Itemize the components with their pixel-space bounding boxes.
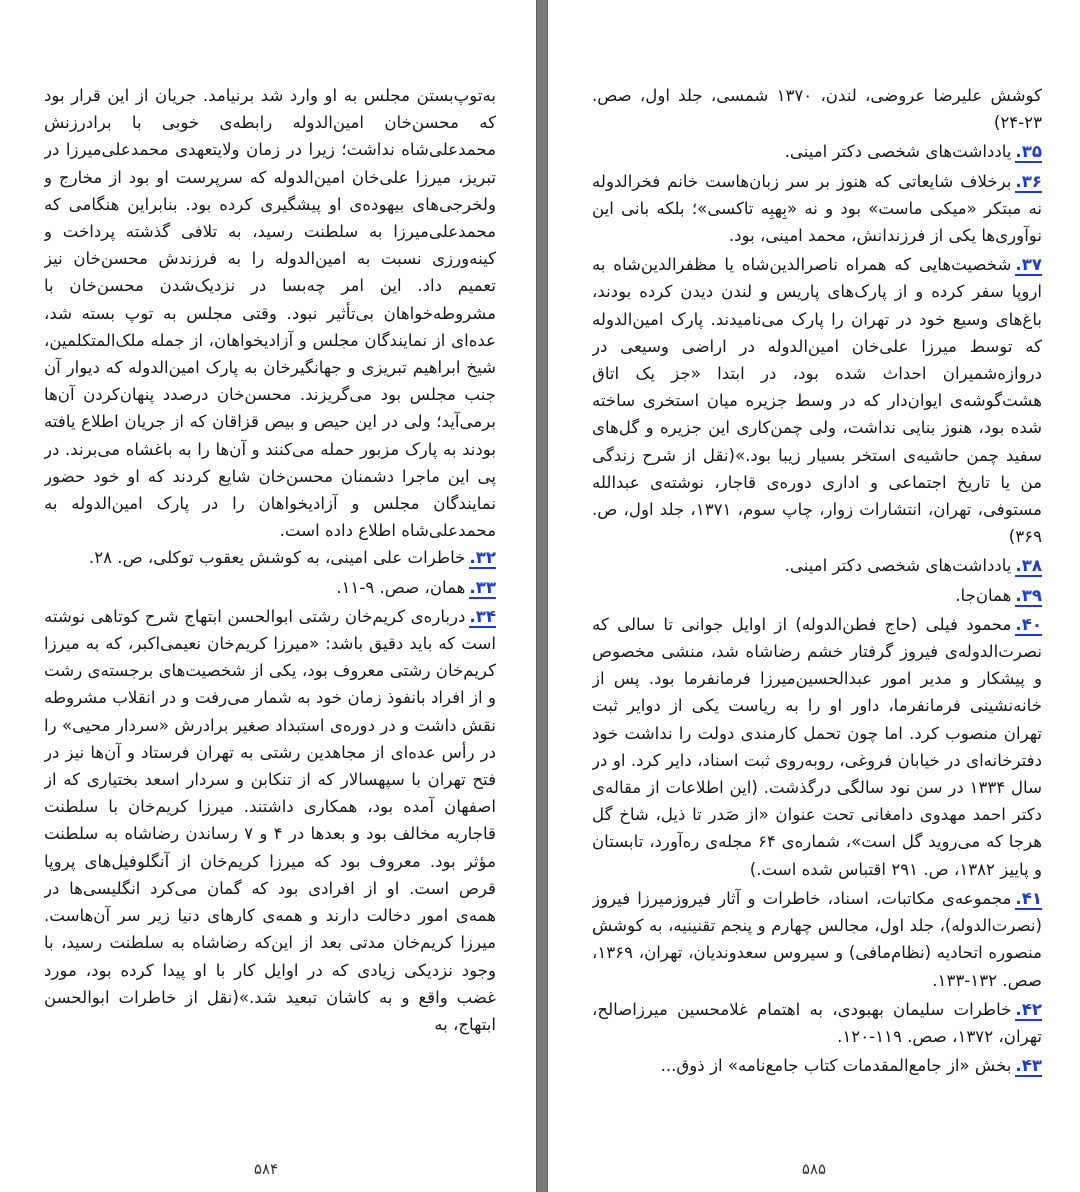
footnote-40 xyxy=(592,611,1042,883)
footnote-text: خاطرات سلیمان بهبودی، به اهتمام غلامحسین میرزاصالح، تهران، ۱۳۷۲، صص. ۱۱۹-۱۲۰. xyxy=(592,999,1042,1046)
footnote-text: بخش «از جامع‌المقدمات کتاب جامع‌نامه» از ذوق... xyxy=(660,1056,1012,1076)
footnote-35 xyxy=(592,138,1042,165)
footnote-33 xyxy=(44,574,496,601)
footnote-43 xyxy=(592,1052,1042,1079)
footnote-42 xyxy=(592,996,1042,1050)
footnote-32 xyxy=(44,544,496,571)
footnote-36 xyxy=(592,168,1042,250)
footnote-number[interactable]: ۳۵. xyxy=(1015,142,1042,162)
footnote-number[interactable]: ۳۷. xyxy=(1015,255,1042,275)
footnote-41 xyxy=(592,885,1042,994)
footnote-number[interactable]: ۳۹. xyxy=(1015,585,1042,605)
footnote-text: خاطرات علی امینی، به کوشش یعقوب توکلی، ص. ۲۸. xyxy=(88,548,466,568)
right-page-text xyxy=(592,82,1042,1122)
page-number: ۵۸۴ xyxy=(253,1160,279,1178)
footnote-number[interactable]: ۳۶. xyxy=(1015,171,1042,191)
footnote-number[interactable]: ۳۳. xyxy=(469,577,496,597)
page-number: ۵۸۵ xyxy=(801,1160,827,1178)
footnote-number[interactable]: ۴۳. xyxy=(1015,1056,1042,1076)
right-page xyxy=(548,0,1080,1192)
footnote-34 xyxy=(44,603,496,1038)
footnote-number[interactable]: ۳۸. xyxy=(1015,556,1042,576)
book-gutter xyxy=(536,0,548,1192)
footnote-text: همان، صص. ۹-۱۱. xyxy=(336,577,466,597)
body-paragraph: به‌توپ‌بستن مجلس به او وارد شد برنیامد. جریان از این قرار بود که محسن‌خان امین‌الدوله رابطه‌ی خوبی با برادرزنش محمدعلی‌شاه نداشت؛ زیرا در زمان ولایتعهدی محمدعلی‌میرزا در تبریز، میرزا علی‌خان امین‌الدوله که سرپرست او بود از مخارج و ولخرجی‌های بیهوده‌ی او پیشگیری کرده بود. بنابراین هنگامی که محمدعلی‌میرزا به سلطنت رسید، به تلافی گذشته پرداخت و کینه‌ورزی نسبت به امین‌الدوله را به فرزندش محسن‌خان نیز تعمیم داد. این امر چه‌بسا در نزدیک‌شدن محسن‌خان با مشروطه‌خواهان بی‌تأثیر نبود. وقتی مجلس به توپ بسته شد، عده‌ای از نمایندگان مجلس و آزادیخواهان، از جمله ملک‌المتکلمین، شیخ ابراهیم تبریزی و جهانگیرخان به پارک امین‌الدوله که دیوار آن جنب مجلس بود می‌گریزند. محسن‌خان درصدد پنهان‌کردن آن‌ها برمی‌آید؛ ولی در این حیص و بیص قزاقان که از جریان اطلاع یافته بودند به پارک مزبور حمله می‌کنند و آن‌ها را به باغشاه می‌برند. در پی این ماجرا دشمنان محسن‌خان شایع کردند که او خود حضور نمایندگان مجلس و آزادیخواهان را در پارک امین‌الدوله به محمدعلی‌شاه اطلاع داده است. xyxy=(44,86,496,541)
left-page xyxy=(0,0,536,1192)
left-page-text xyxy=(44,82,496,1122)
footnote-number[interactable]: ۴۲. xyxy=(1015,999,1042,1019)
footnote-text: محمود فیلی (حاج فطن‌الدوله) از اوایل جوانی تا سالی که نصرت‌الدوله‌ی فیروز گرفتار خشم رضاشاه شد، منشی مخصوص و پیشکار و مدیر امور عبدالحسین‌میرزا فرمانفرما بود. پس از خانه‌نشینی فرمانفرما، داور او را به ریاست یکی از دوایر ثبت تهران منصوب کرد. اما چون تحمل کارمندی دولت را نداشت خود دفترخانه‌ای در خیابان فروغی، روبه‌روی ثبت اسناد، دایر کرد. او در سال ۱۳۳۴ در سن نود سالگی درگذشت. (این اطلاعات از مقاله‌ی دکتر احمد مهدوی دامغانی تحت عنوان «از صَدر تا ذیل، شاخ گل هرجا که می‌روید گل است»، شماره‌ی ۶۴ مجله‌ی ره‌آورد، تابستان و پاییز ۱۳۸۲، ص. ۲۹۱ اقتباس شده است.) xyxy=(592,614,1042,879)
footnote-text: درباره‌ی کریم‌خان رشتی ابوالحسن ابتهاج شرح کوتاهی نوشته است که باید دقیق باشد: «میرزا کریم‌خان نعیمی‌اکبر، که به میرزا کریم‌خان رشتی معروف بود، یکی از شخصیت‌های برجسته‌ی رشت و از افراد بانفوذ زمان خود به شمار می‌رفت و در انقلاب مشروطه نقش داشت و در دوره‌ی استبداد صغیر برادرش «سردار محیی» را در رأس عده‌ای از مجاهدین رشتی به تهران فرستاد و آن‌ها نیز در فتح تهران با سپهسالار که از تنکابن و سردار اسعد بختیاری که از اصفهان آمده بود، همکاری داشتند. میرزا کریم‌خان با سلطنت قاجاریه مخالف بود و بعدها در ۴ و ۷ رساندن رضاشاه به سلطنت مؤثر بود. معروف بود که میرزا کریم‌خان از آنگلوفیل‌های پروپا قرص است. او از افرادی بود که گمان می‌کرد انگلیسی‌ها در همه‌ی امور دخالت دارند و همه‌ی کارهای دنیا زیر سر آن‌هاست. میرزا کریم‌خان مدتی بعد از این‌که رضاشاه به سلطنت رسید، با وجود نزدیکی زیادی که در اوایل کار با او پیدا کرده بود، مورد غضب واقع و به کاشان تبعید شد.»(نقل از خاطرات ابوالحسن ابتهاج، به xyxy=(44,606,496,1034)
footnote-number[interactable]: ۳۲. xyxy=(469,548,496,568)
footnote-text: برخلاف شایعاتی که هنوز بر سر زبان‌هاست خانم فخرالدوله نه مبتکر «میکی ماست» بود و نه «بِهبِه تاکسی»؛ بلکه بانی این نوآوری‌ها یکی از فرزندانش، محمد امینی، بود. xyxy=(592,171,1042,246)
footnote-text: یادداشت‌های شخصی دکتر امینی. xyxy=(784,142,1012,162)
footnote-number[interactable]: ۳۴. xyxy=(469,606,496,626)
footnote-text: مجموعه‌ی مکاتبات، اسناد، خاطرات و آثار فیروزمیرزا فیروز (نصرت‌الدوله)، جلد اول، مجالس چهارم و پنجم تقنینیه، به کوشش منصوره اتحادیه (نظام‌مافی) و سیروس سعدوندیان، تهران، ۱۳۶۹، صص. ۱۳۲-۱۳۳. xyxy=(592,888,1042,990)
footnote-text: شخصیت‌هایی که همراه ناصرالدین‌شاه یا مظفرالدین‌شاه به اروپا سفر کرده و از پارک‌های پاریس و لندن دیدن کرده بودند، باغ‌های وسیع خود در تهران را پارک می‌نامیدند. پارک امین‌الدوله که توسط میرزا علی‌خان امین‌الدوله در اراضی وسیعی در دروازه‌شمیران احداث شده بود، در ابتدا «جز یک اتاق هشت‌گوشه‌ی ایوان‌دار که در وسط جزیره میان استخری ساخته شده بود، هنوز بنایی نداشت، ولی چمن‌کاری این جزیره و گل‌های سفید چمن حاشیه‌ی استخر بسیار زیبا بود.»(نقل از شرح زندگی من یا تاریخ اجتماعی و اداری دوره‌ی قاجار، نوشته‌ی عبدالله مستوفی، تهران، انتشارات زوار، چاپ سوم، ۱۳۷۱، جلد اول، ص. ۳۶۹) xyxy=(592,255,1042,547)
footnote-number[interactable]: ۴۰. xyxy=(1015,614,1042,634)
footnote-text: همان‌جا. xyxy=(955,585,1012,605)
footnote-continuation: کوشش علیرضا عروضی، لندن، ۱۳۷۰ شمسی، جلد اول، صص. ۲۳-۲۴) xyxy=(592,86,1042,133)
footnote-text: یادداشت‌های شخصی دکتر امینی. xyxy=(784,556,1012,576)
footnote-38 xyxy=(592,552,1042,579)
footnote-39 xyxy=(592,582,1042,609)
footnote-number[interactable]: ۴۱. xyxy=(1015,888,1042,908)
footnote-37 xyxy=(592,251,1042,550)
